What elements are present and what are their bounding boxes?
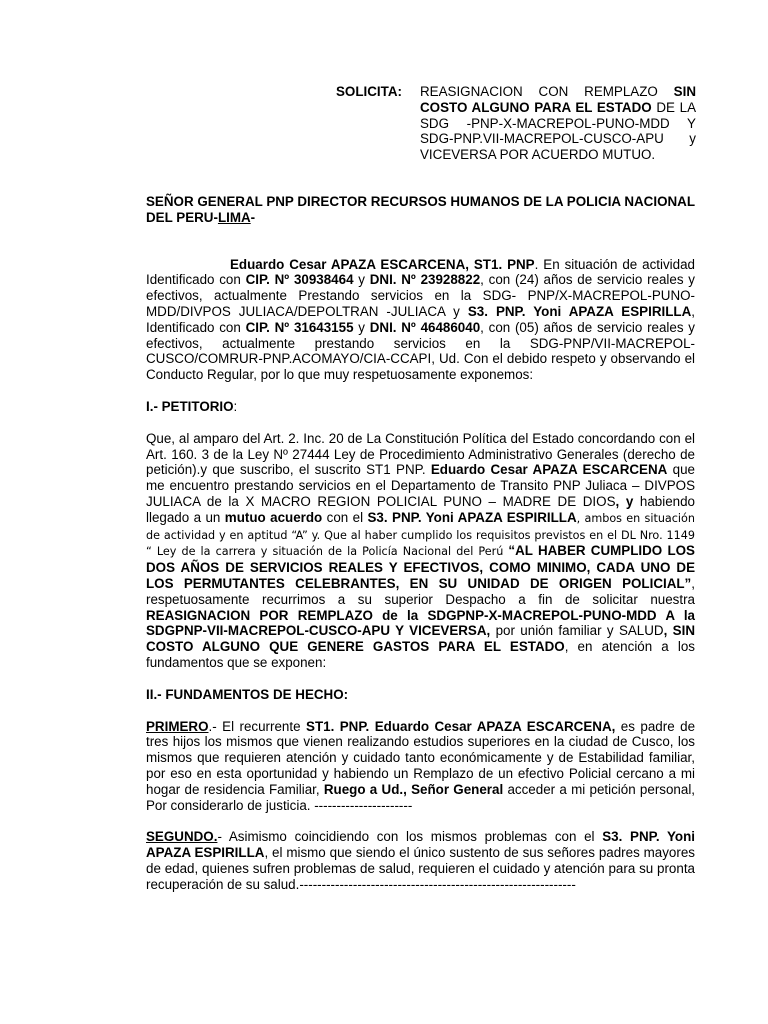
intro-paragraph: Eduardo Cesar APAZA ESCARCENA, ST1. PNP. En situación de actividad Identificado con CIP. Nº 30938464 y DNI. Nº 23928822, con (24) años de servicio reales y efectivos, actualmente Prestando servicios en la SDG- PNP/X-MACREPOL-PUNO-MDD/DIVPOS JULIACA/DEPOLTRAN -JULIACA y S3. PNP. Yoni APAZA ESPIRILLA, Identificado con CIP. Nº 31643155 y DNI. Nº 46486040, con (05) años de servicio reales y efectivos, actualmente prestando servicios en la SDG-PNP/VII-MACREPOL-CUSCO/COMRUR-PNP.ACOMAYO/CIA-CCAPI, Ud. Con el debido respeto y observando el Conducto Regular, por lo que muy respetuosamente exponemos:: [146, 256, 695, 383]
petitorio-heading: I.- PETITORIO:: [146, 398, 238, 414]
segundo-label: SEGUNDO.: [146, 829, 218, 845]
primero-paragraph: PRIMERO.- El recurrente ST1. PNP. Eduardo Cesar APAZA ESCARCENA, es padre de tres hijos los mismos que vienen realizando estudios superiores en la ciudad de Cusco, los mismos que requieren atención y cuidado tanto económicamente y de Estabilidad familiar, por eso en esta oportunidad y habiendo un Remplazo de un efectivo Policial cercano a mi hogar de residencia Familiar, Ruego a Ud., Señor General acceder a mi petición personal, Por considerarlo de justicia. ----------------------: [146, 718, 696, 813]
petitorio-paragraph: Que, al amparo del Art. 2. Inc. 20 de La Constitución Política del Estado concordando con el Art. 160. 3 de la Ley Nº 27444 Ley de Procedimiento Administrativo Generales (derecho de petición).y que suscribo, el suscrito ST1 PNP. Eduardo Cesar APAZA ESCARCENA que me encuentro prestando servicios en el Departamento de Transito PNP Juliaca – DIVPOS JULIACA de la X MACRO REGION POLICIAL PUNO – MADRE DE DIOS, y habiendo llegado a un mutuo acuerdo con el S3. PNP. Yoni APAZA ESPIRILLA, ambos en situación de actividad y en aptitud “A” y. Que al haber cumplido los requisitos previstos en el DL Nro. 1149 “ Ley de la carrera y situación de la Policía Nacional del Perú “AL HABER CUMPLIDO LOS DOS AÑOS DE SERVICIOS REALES Y EFECTIVOS, COMO MINIMO, CADA UNO DE LOS PERMUTANTES CELEBRANTES, EN SU UNIDAD DE ORIGEN POLICIAL”, respetuosamente recurrimos a su superior Despacho a fin de solicitar nuestra REASIGNACION POR REMPLAZO de la SDGPNP-X-MACREPOL-PUNO-MDD A la SDGPNP-VII-MACREPOL-CUSCO-APU Y VICEVERSA, por unión familiar y SALUD, SIN COSTO ALGUNO QUE GENERE GASTOS PARA EL ESTADO, en atención a los fundamentos que se exponen:: [146, 430, 696, 670]
solicita-text: REASIGNACION CON REMPLAZO SIN COSTO ALGUNO PARA EL ESTADO DE LA SDG -PNP-X-MACREPOL-PUNO-MDD Y SDG-PNP.VII-MACREPOL-CUSCO-APU y VICEVERSA POR ACUERDO MUTUO.: [420, 84, 696, 163]
segundo-paragraph: SEGUNDO.- Asimismo coincidiendo con los mismos problemas con el S3. PNP. Yoni APAZA ESPIRILLA, el mismo que siendo el único sustento de sus señores padres mayores de edad, quienes sufren problemas de salud, requieren el cuidado y atención para su pronta recuperación de su salud.--------------------------------------------------------------: [146, 829, 695, 892]
solicita-label: SOLICITA:: [336, 84, 402, 99]
solicita-block: [336, 84, 696, 163]
fundamentos-heading: II.- FUNDAMENTOS DE HECHO:: [146, 686, 349, 702]
document-body: [146, 194, 695, 892]
primero-label: PRIMERO: [146, 718, 209, 734]
addressee: SEÑOR GENERAL PNP DIRECTOR RECURSOS HUMANOS DE LA POLICIA NACIONAL DEL PERU-LIMA-: [146, 194, 695, 225]
